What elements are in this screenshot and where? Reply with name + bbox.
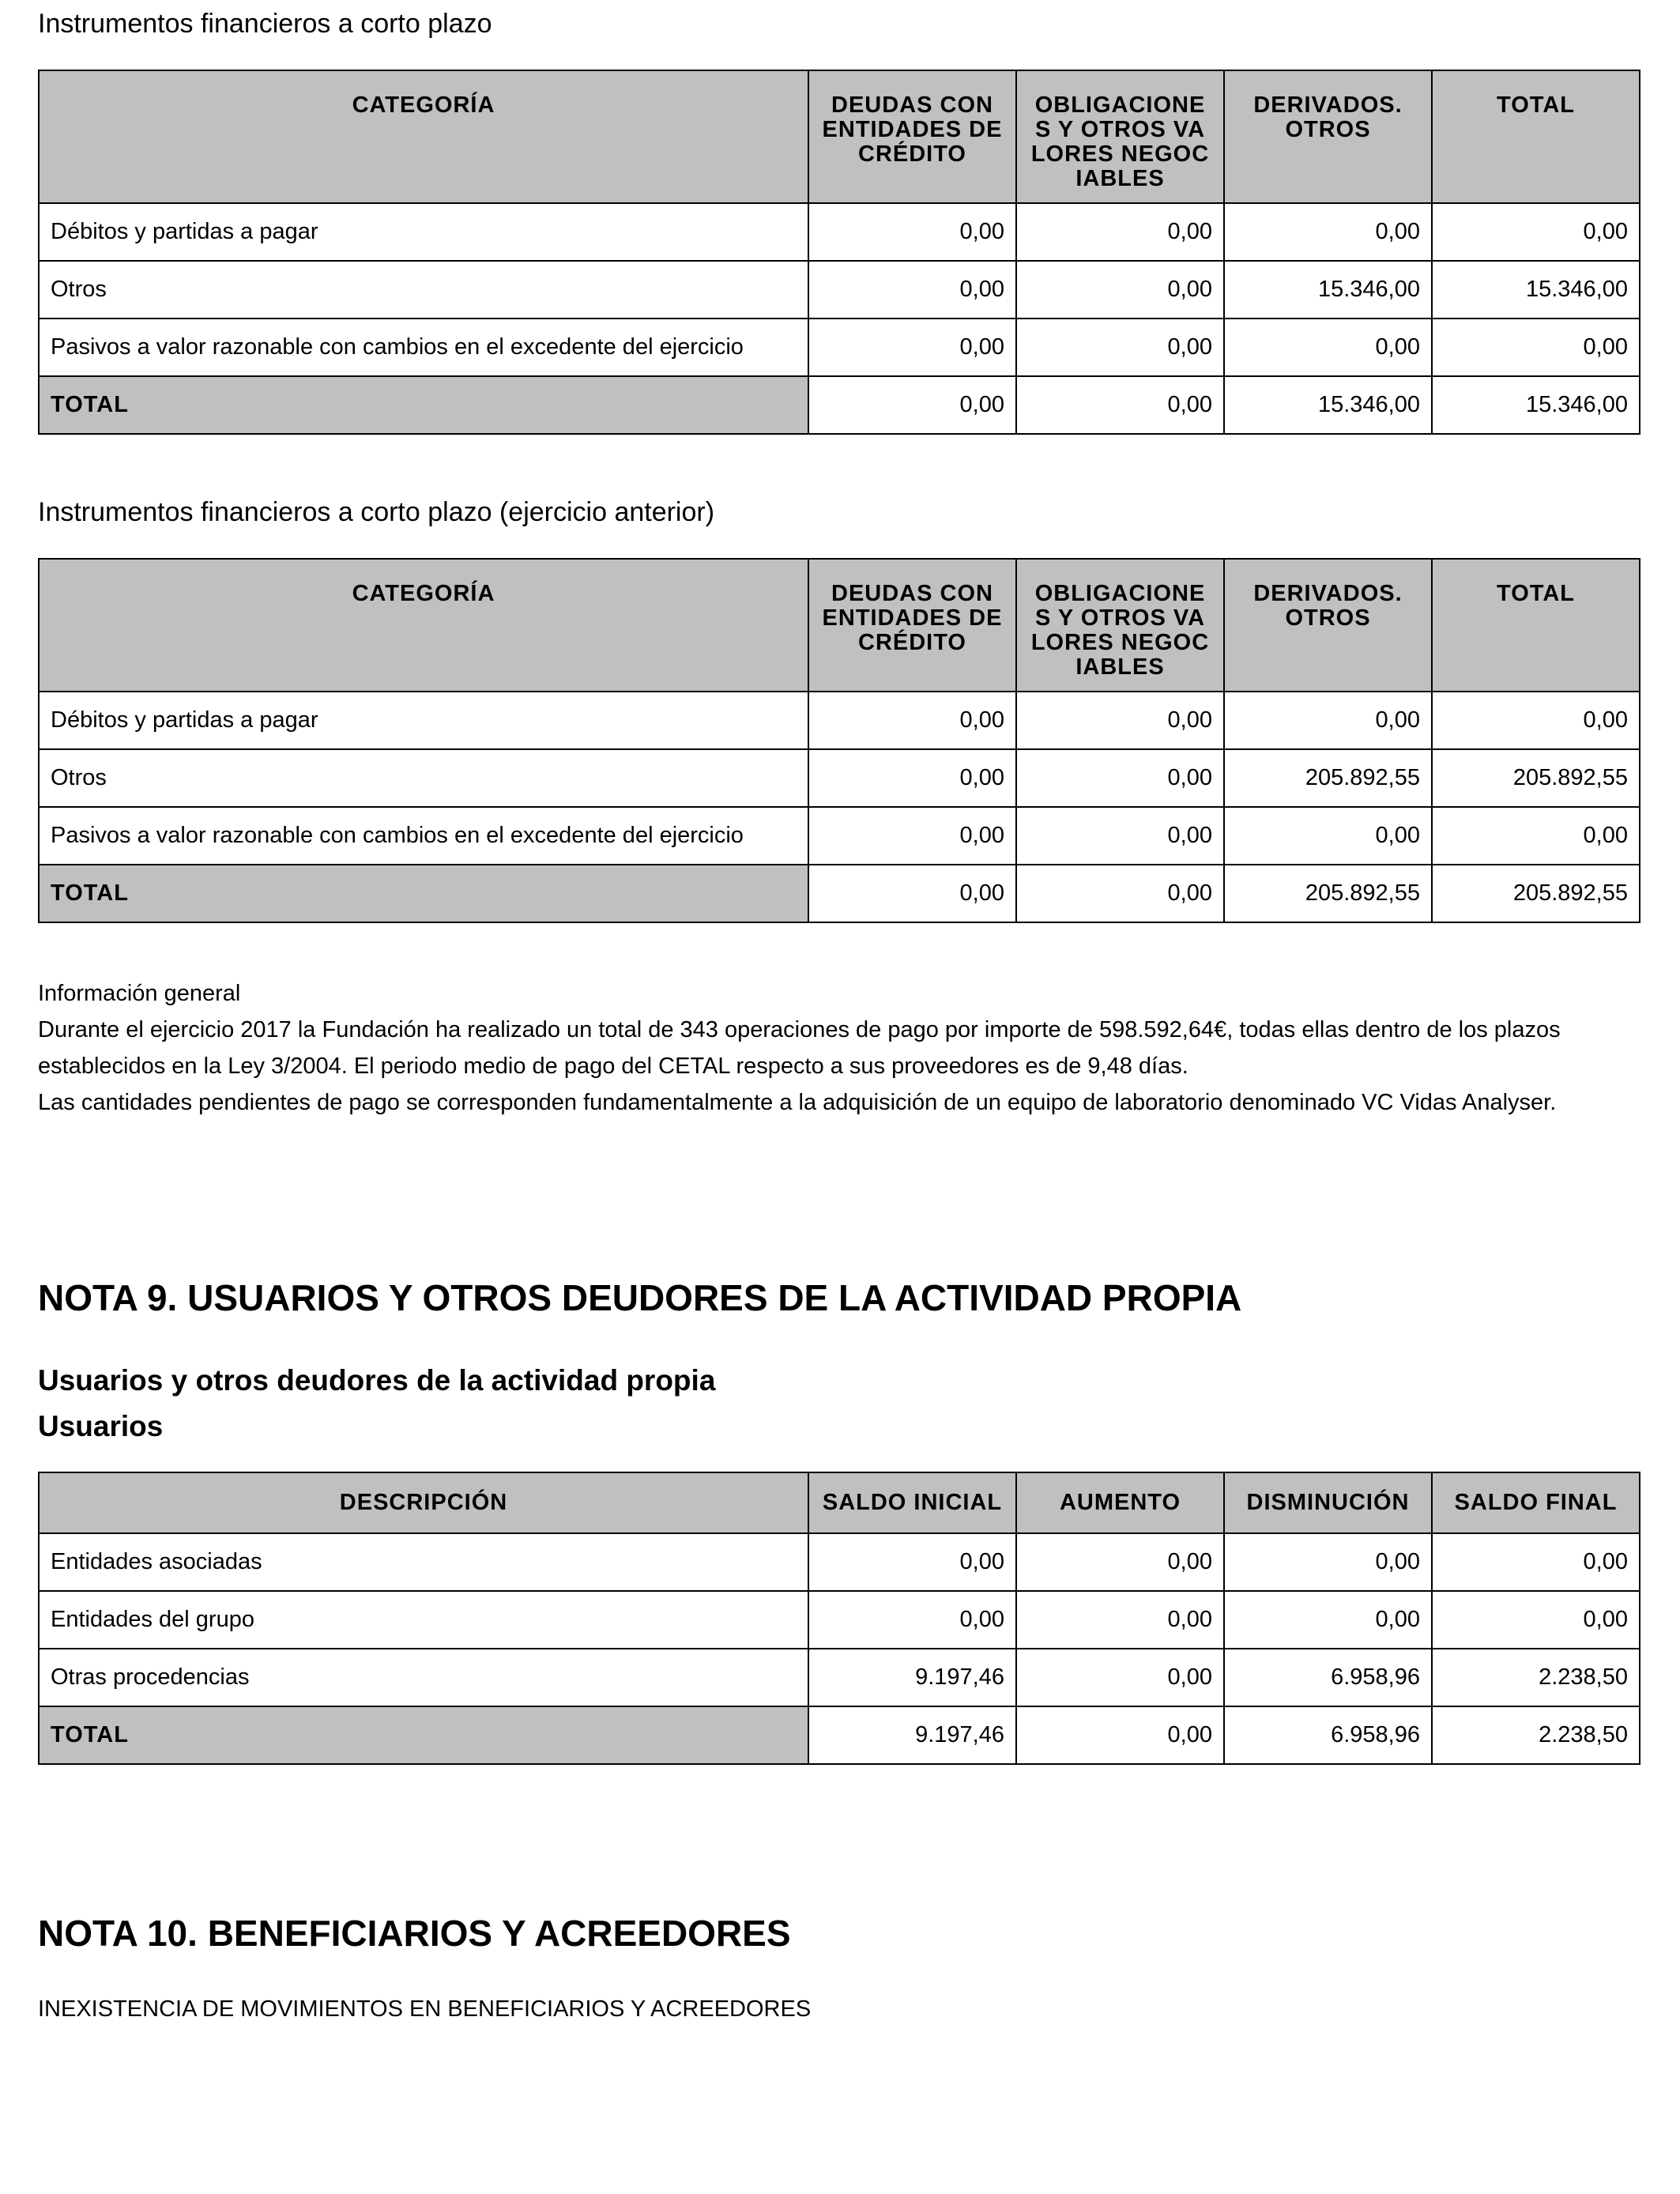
nota9-title: NOTA 9. USUARIOS Y OTROS DEUDORES DE LA ACTIVIDAD PROPIA <box>38 1277 1242 1318</box>
total-label: TOTAL <box>39 1706 808 1764</box>
cell-value: 0,00 <box>1224 1533 1432 1591</box>
usuarios-table <box>38 1472 1640 1765</box>
cell-value: 0,00 <box>1224 203 1432 261</box>
cell-value: 0,00 <box>808 203 1016 261</box>
nota10-title: NOTA 10. BENEFICIARIOS Y ACREEDORES <box>38 1913 791 1954</box>
table1-header-deudas: DEUDAS CON ENTIDADES DE CRÉDITO <box>808 70 1016 203</box>
cell-value: 2.238,50 <box>1432 1649 1640 1706</box>
total-value: 0,00 <box>808 376 1016 434</box>
table-row <box>39 692 1640 749</box>
table2-header-total: TOTAL <box>1432 559 1640 692</box>
cell-value: 6.958,96 <box>1224 1649 1432 1706</box>
cell-value: 0,00 <box>1432 319 1640 376</box>
cell-value: 0,00 <box>1016 319 1224 376</box>
row-label: Otros <box>39 749 808 807</box>
info-heading: Información general <box>38 981 241 1006</box>
row-label: Otros <box>39 261 808 319</box>
cell-value: 15.346,00 <box>1432 261 1640 319</box>
usuarios-header-aumento: AUMENTO <box>1016 1472 1224 1533</box>
total-value: 205.892,55 <box>1224 865 1432 922</box>
total-value: 0,00 <box>1016 376 1224 434</box>
row-label: Pasivos a valor razonable con cambios en el excedente del ejercicio <box>39 807 808 865</box>
table-row <box>39 749 1640 807</box>
total-value: 6.958,96 <box>1224 1706 1432 1764</box>
cell-value: 0,00 <box>808 1591 1016 1649</box>
row-label: Entidades asociadas <box>39 1533 808 1591</box>
cell-value: 0,00 <box>1224 807 1432 865</box>
table-row <box>39 203 1640 261</box>
nota9-subtitle-2: Usuarios <box>38 1410 164 1442</box>
table2-caption: Instrumentos financieros a corto plazo (ejercicio anterior) <box>38 497 715 527</box>
cell-value: 0,00 <box>1224 1591 1432 1649</box>
table1-header-derivados: DERIVADOS. OTROS <box>1224 70 1432 203</box>
cell-value: 0,00 <box>808 1533 1016 1591</box>
total-value: 9.197,46 <box>808 1706 1016 1764</box>
info-paragraph-2: Las cantidades pendientes de pago se corresponden fundamentalmente a la adquisición de un equipo de laboratorio denominado VC Vidas Analyser. <box>38 1090 1557 1115</box>
cell-value: 0,00 <box>1432 203 1640 261</box>
row-label: Débitos y partidas a pagar <box>39 203 808 261</box>
total-value: 0,00 <box>1016 1706 1224 1764</box>
usuarios-header-saldo-inicial: SALDO INICIAL <box>808 1472 1016 1533</box>
table-total-row <box>39 1706 1640 1764</box>
total-value: 205.892,55 <box>1432 865 1640 922</box>
cell-value: 0,00 <box>1016 749 1224 807</box>
cell-value: 0,00 <box>808 261 1016 319</box>
cell-value: 0,00 <box>808 692 1016 749</box>
cell-value: 0,00 <box>1016 203 1224 261</box>
cell-value: 9.197,46 <box>808 1649 1016 1706</box>
table2-header-row <box>39 559 1640 692</box>
cell-value: 0,00 <box>1016 692 1224 749</box>
total-value: 0,00 <box>808 865 1016 922</box>
table1-caption: Instrumentos financieros a corto plazo <box>38 9 492 39</box>
table-row <box>39 1649 1640 1706</box>
cell-value: 0,00 <box>1432 1533 1640 1591</box>
cell-value: 15.346,00 <box>1224 261 1432 319</box>
info-paragraph-1: Durante el ejercicio 2017 la Fundación ha realizado un total de 343 operaciones de pago por importe de 598.592,64€, todas ellas dentro de los plazos establecidos en la Ley 3/2004. El periodo medio de pago del CETAL respecto a sus proveedores es de 9,48 días. <box>38 1017 1561 1079</box>
cell-value: 0,00 <box>808 749 1016 807</box>
row-label: Débitos y partidas a pagar <box>39 692 808 749</box>
cell-value: 0,00 <box>1432 692 1640 749</box>
total-value: 2.238,50 <box>1432 1706 1640 1764</box>
table1 <box>38 70 1640 435</box>
usuarios-header-saldo-final: SALDO FINAL <box>1432 1472 1640 1533</box>
table2-header-deudas: DEUDAS CON ENTIDADES DE CRÉDITO <box>808 559 1016 692</box>
nota9-subtitle-1: Usuarios y otros deudores de la actividad propia <box>38 1364 716 1397</box>
cell-value: 0,00 <box>1016 807 1224 865</box>
table-row <box>39 1591 1640 1649</box>
table-row <box>39 807 1640 865</box>
total-value: 15.346,00 <box>1224 376 1432 434</box>
table1-header-obligaciones: OBLIGACIONES Y OTROS VALORES NEGOCIABLES <box>1016 70 1224 203</box>
table2-header-obligaciones: OBLIGACIONES Y OTROS VALORES NEGOCIABLES <box>1016 559 1224 692</box>
cell-value: 0,00 <box>1016 261 1224 319</box>
cell-value: 0,00 <box>1016 1533 1224 1591</box>
cell-value: 0,00 <box>808 319 1016 376</box>
table2-header-categoria: CATEGORÍA <box>39 559 808 692</box>
table-total-row <box>39 865 1640 922</box>
cell-value: 205.892,55 <box>1224 749 1432 807</box>
usuarios-header-descripcion: DESCRIPCIÓN <box>39 1472 808 1533</box>
usuarios-header-disminucion: DISMINUCIÓN <box>1224 1472 1432 1533</box>
cell-value: 0,00 <box>1432 807 1640 865</box>
cell-value: 205.892,55 <box>1432 749 1640 807</box>
table-row <box>39 1533 1640 1591</box>
row-label: Entidades del grupo <box>39 1591 808 1649</box>
table1-header-categoria: CATEGORÍA <box>39 70 808 203</box>
cell-value: 0,00 <box>808 807 1016 865</box>
total-label: TOTAL <box>39 865 808 922</box>
table1-header-row <box>39 70 1640 203</box>
cell-value: 0,00 <box>1224 692 1432 749</box>
table-total-row <box>39 376 1640 434</box>
total-value: 0,00 <box>1016 865 1224 922</box>
table2 <box>38 558 1640 923</box>
usuarios-header-row <box>39 1472 1640 1533</box>
cell-value: 0,00 <box>1016 1649 1224 1706</box>
info-block <box>38 975 1639 1121</box>
total-label: TOTAL <box>39 376 808 434</box>
row-label: Otras procedencias <box>39 1649 808 1706</box>
table-row <box>39 319 1640 376</box>
cell-value: 0,00 <box>1432 1591 1640 1649</box>
nota10-text: INEXISTENCIA DE MOVIMIENTOS EN BENEFICIARIOS Y ACREEDORES <box>38 1996 812 2022</box>
total-value: 15.346,00 <box>1432 376 1640 434</box>
table1-header-total: TOTAL <box>1432 70 1640 203</box>
table-row <box>39 261 1640 319</box>
cell-value: 0,00 <box>1224 319 1432 376</box>
cell-value: 0,00 <box>1016 1591 1224 1649</box>
row-label: Pasivos a valor razonable con cambios en el excedente del ejercicio <box>39 319 808 376</box>
table2-header-derivados: DERIVADOS. OTROS <box>1224 559 1432 692</box>
